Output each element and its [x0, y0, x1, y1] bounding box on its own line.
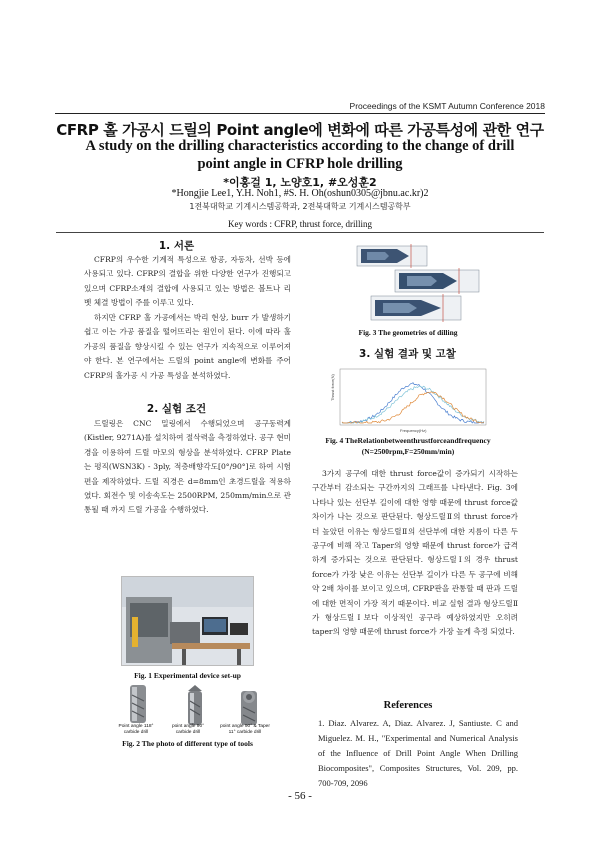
keywords-rule: [56, 232, 544, 233]
keywords: Key words : CFRP, thrust force, drilling: [228, 219, 372, 229]
tool-label-90-taper: point angle 90° & Taper 11° carbide drill: [220, 724, 270, 735]
header-rule: [55, 113, 545, 114]
results-paragraph: 3가지 공구에 대한 thrust force값이 증가되기 시작하는 구간부터 감소되는 구간까지의 그래프를 나타낸다. Fig. 3에 나타나 있는 선단부 길이에 대한 영향 때문에 thrust force값 차이가 나는 것으로 판단된다. 형상드릴Ⅱ의 thrust force가 더 높았던 이유는 형상드릴Ⅱ의 선단부에 대한 지름이 다른 두 공구에 비해 작고 Taper의 영향 때문에 thrust force가 급격하게 증가되는 것으로 판단된다. 형상드릴Ⅰ의 경우 thrust force가 가장 낮은 이유는 선단부 길이가 다른 두 공구에 비해 약 2배 차이를 보이고 있으며, CFRP판을 관통할 때 판과 드릴에 대한 면적이 가장 적기 때문이다. 비교 실험 결과 형상드릴Ⅱ가 형상드릴Ⅰ보다 이상적인 공구라 예상하였지만 오히려 taper의 영향 때문에 thrust force가 가장 높게 측정 되었다.: [312, 469, 518, 637]
fig4-caption-line2: (N=2500rpm,F=250mm/min): [361, 447, 455, 456]
authors-english: *Hongjie Lee1, Y.H. Noh1, #S. H. Oh(oshun0305@jbnu.ac.kr)2: [171, 188, 429, 199]
conference-header: Proceedings of the KSMT Autumn Conference 2018: [349, 101, 545, 111]
experiment-paragraph: 드릴링은 CNC 밀링에서 수행되었으며 공구동력계(Kistler, 9271A)를 설치하여 절삭력을 측정하였다. 공구 현미경을 이용하여 드릴 마모의 형상을 분석하였다. CFRP Plate는 평직(WSN3K) - 3ply, 적층배향각도[0°/90°]로 하여 시험편을 제작하였다. 드릴 직경은 d=8mm인 초경드릴을 적용하였다. 회전수 및 이송속도는 2500RPM, 250mm/min으로 관통될 때 까지 드릴 가공을 수행하였다.: [84, 419, 291, 515]
page-number: - 56 -: [288, 790, 312, 802]
thrust-force-chart: [330, 367, 490, 435]
intro-paragraph-2: 하지만 CFRP 홀 가공에서는 박리 현상, burr 가 발생하기 쉽고 이는 가공 품질을 떨어뜨리는 원인이 된다. 이에 따라 홀 가공의 품질을 향상시킬 수 있는 연구가 지속적으로 이루어져야 한다. 본 연구에서는 드릴의 point angle에 변화를 주어 CFRP의 홀가공 시 가공 특성을 분석하였다.: [84, 313, 291, 380]
fig4-caption-line1: Fig. 4 TheRelationbetweenthrustforceandfrequency: [325, 436, 491, 445]
tool-label-90: point angle 90° carbide drill: [171, 724, 205, 735]
references-heading: References: [383, 700, 433, 711]
reference-item: 1. Diaz. Alvarez. A, Diaz. Alvarez. J, Santiuste. C and Miguelez. M. H., "Experimental and Numerical Analysis of the Influence of Drill Point Angle When Drilling Biocomposites", Composites Structures, Vol. 209, pp. 700-709, 2096: [318, 718, 518, 788]
affiliation: 1전북대학교 기계시스템공학과, 2전북대학교 기계시스템공학부: [189, 202, 411, 211]
title-korean: CFRP 홀 가공시 드릴의 Point angle에 변화에 따른 가공특성에 관한 연구: [56, 121, 544, 139]
intro-paragraph-1: CFRP의 우수한 기계적 특성으로 항공, 자동차, 선박 등에 사용되고 있다. CFRP의 결합을 위한 다양한 연구가 진행되고 있으며 CFRP소재의 결합에 사용되고 있는 방법은 볼트나 리벳 체결 방법이 주를 이루고 있다.: [84, 255, 291, 308]
experimental-setup-photo: [121, 576, 254, 666]
chart-y-axis-label: Thrust force(N): [330, 374, 335, 401]
tool-label-118: Point angle 118° carbide drill: [118, 724, 154, 735]
results-heading: 3. 실험 결과 및 고찰: [359, 348, 456, 360]
fig1-caption: Fig. 1 Experimental device set-up: [134, 671, 241, 680]
drill-geometry-diagram: [345, 240, 485, 322]
experiment-heading: 2. 실험 조건: [146, 403, 207, 415]
title-english: A study on the drilling characteristics according to the change of drill point angle in CFRP hole drilling: [85, 138, 515, 172]
fig2-caption: Fig. 2 The photo of different type of tools: [122, 739, 253, 748]
authors-korean: *이홍걸 1, 노양호1, #오성훈2: [223, 176, 377, 189]
fig3-caption: Fig. 3 The geometries of dilling: [358, 328, 458, 337]
chart-x-axis-label: Frequency(Hz): [400, 428, 427, 433]
intro-heading: 1. 서론: [158, 240, 195, 252]
